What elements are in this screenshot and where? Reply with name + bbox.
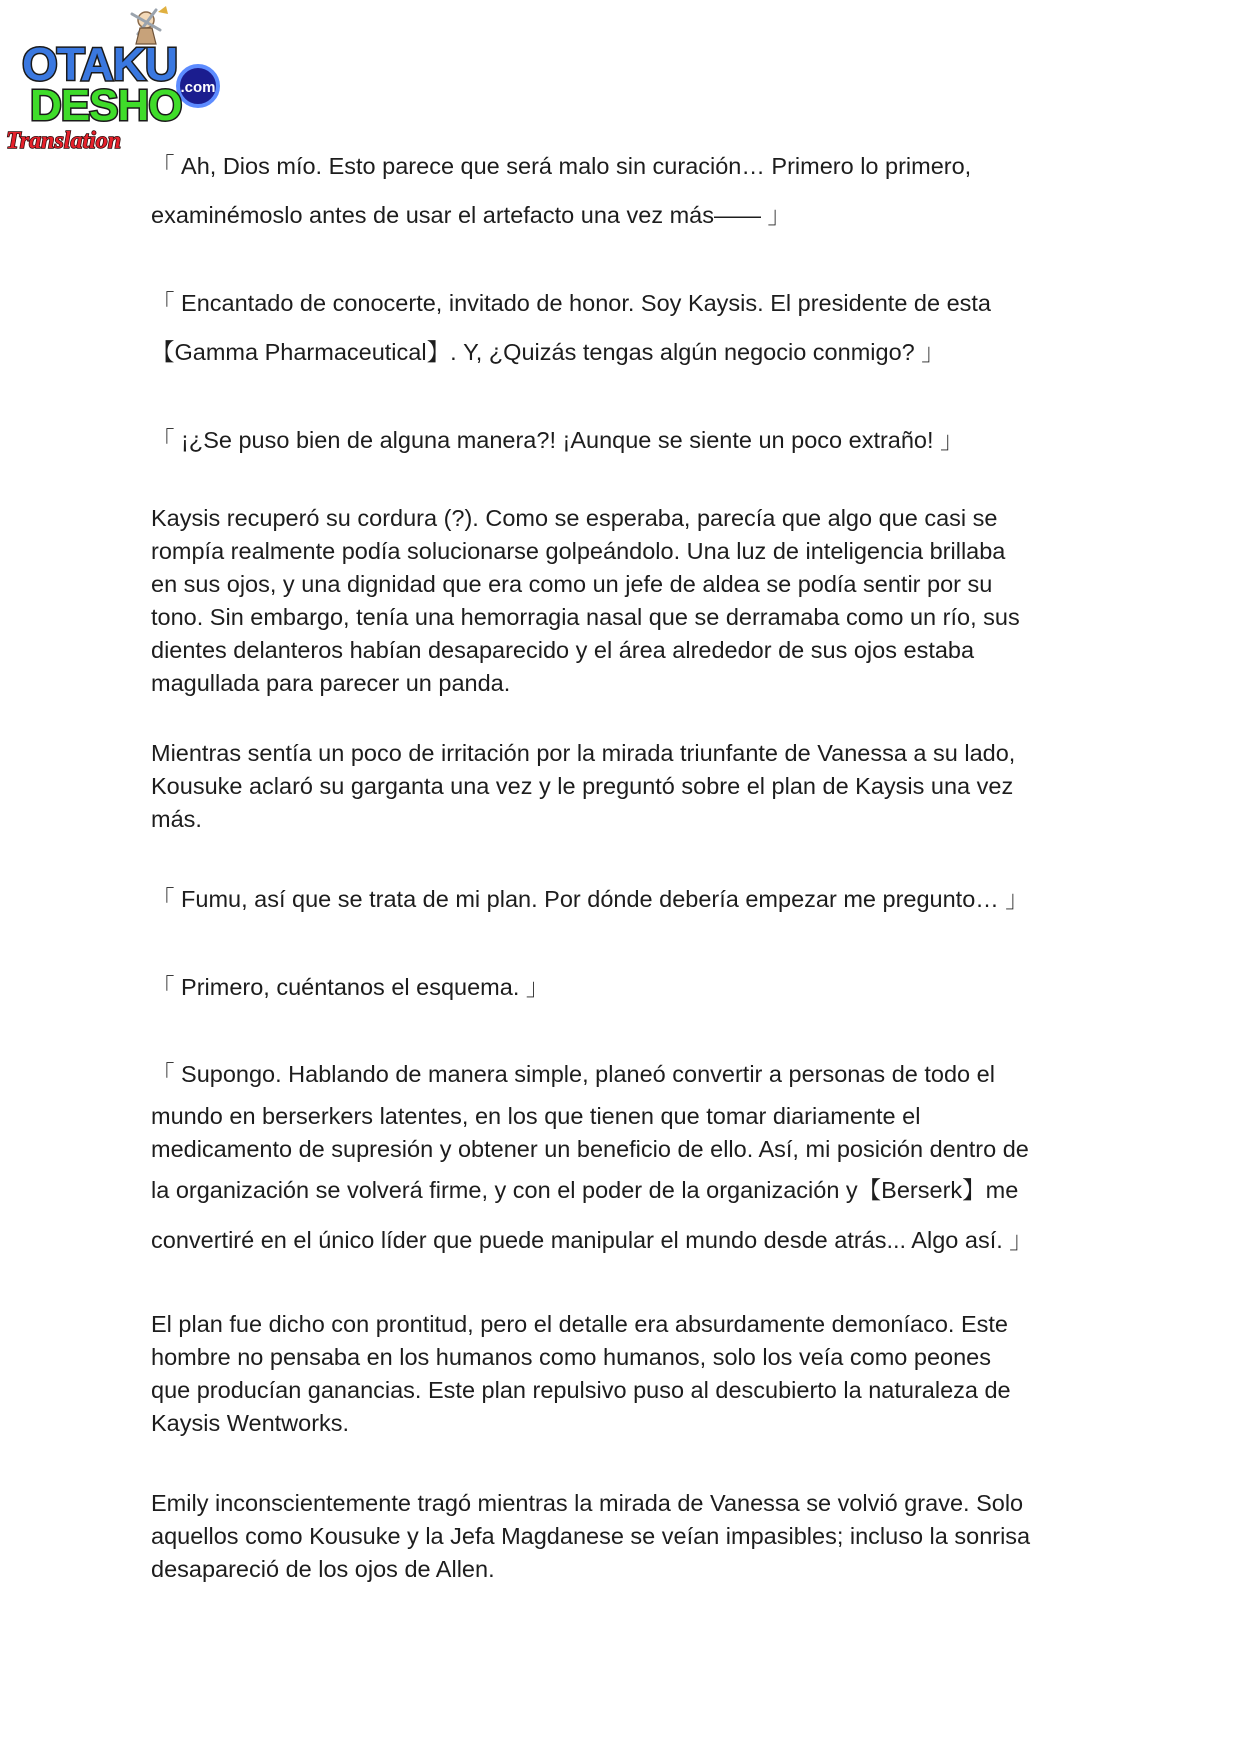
text-line: hombre no pensaba en los humanos como humanos, solo los veía como peones: [151, 1344, 991, 1370]
text-line: examinémoslo antes de usar el artefacto una vez más—— 」: [151, 202, 792, 228]
site-logo: [0, 0, 230, 160]
text-line: rompía realmente podía solucionarse golpeándolo. Una luz de inteligencia brillaba: [151, 538, 1006, 564]
text-line: Kaysis recuperó su cordura (?). Como se esperaba, parecía que algo que casi se: [151, 505, 998, 531]
paragraph: [151, 971, 1101, 1004]
text-line: en sus ojos, y una dignidad que era como un jefe de aldea se podía sentir por su: [151, 571, 993, 597]
text-line: Mientras sentía un poco de irritación por la mirada triunfante de Vanessa a su lado,: [151, 740, 1016, 766]
text-line: 「 ¡¿Se puso bien de alguna manera?! ¡Aunque se siente un poco extraño! 」: [151, 427, 964, 453]
text-line: convertiré en el único líder que puede manipular el mundo desde atrás... Algo así. 」: [151, 1227, 1033, 1253]
logo-graphic: [0, 0, 230, 160]
text-line: aquellos como Kousuke y la Jefa Magdanese se veían impasibles; incluso la sonrisa: [151, 1523, 1031, 1549]
logo-line1: OTAKU: [22, 38, 178, 90]
text-line: Kousuke aclaró su garganta una vez y le preguntó sobre el plan de Kaysis una vez: [151, 773, 1014, 799]
paragraph: [151, 150, 1101, 248]
svg-text:.com: .com: [180, 79, 216, 96]
text-line: 「 Fumu, así que se trata de mi plan. Por dónde debería empezar me pregunto… 」: [151, 886, 1029, 912]
logo-tagline: Translation: [6, 128, 122, 154]
paragraph: [151, 424, 1101, 457]
paragraph: [151, 1308, 1101, 1440]
paragraph: [151, 883, 1101, 916]
text-line: 「 Supongo. Hablando de manera simple, planeó convertir a personas de todo el: [151, 1061, 995, 1087]
paragraph: [151, 1058, 1101, 1257]
text-line: 【Gamma Pharmaceutical】. Y, ¿Quizás tengas algún negocio conmigo? 」: [151, 339, 945, 365]
paragraph: [151, 502, 1101, 700]
text-line: 「 Encantado de conocerte, invitado de honor. Soy Kaysis. El presidente de esta: [151, 290, 991, 316]
logo-line2: DESHO: [30, 81, 182, 130]
paragraph: [151, 737, 1101, 836]
text-line: la organización se volverá firme, y con el poder de la organización y【Berserk】me: [151, 1177, 1019, 1203]
text-line: dientes delanteros habían desaparecido y el área alrededor de sus ojos estaba: [151, 637, 975, 663]
text-line: que producían ganancias. Este plan repulsivo puso al descubierto la naturaleza de: [151, 1377, 1011, 1403]
paragraph: [151, 1487, 1101, 1586]
text-line: Kaysis Wentworks.: [151, 1410, 350, 1436]
text-line: Emily inconscientemente tragó mientras la mirada de Vanessa se volvió grave. Solo: [151, 1490, 1024, 1516]
text-line: 「 Primero, cuéntanos el esquema. 」: [151, 974, 550, 1000]
text-line: magullada para parecer un panda.: [151, 670, 511, 696]
text-line: mundo en berserkers latentes, en los que tienen que tomar diariamente el: [151, 1103, 921, 1129]
text-line: 「 Ah, Dios mío. Esto parece que será malo sin curación… Primero lo primero,: [151, 153, 972, 179]
com-badge: [178, 66, 218, 106]
text-line: medicamento de supresión y obtener un beneficio de ello. Así, mi posición dentro de: [151, 1136, 1029, 1162]
paragraph: [151, 287, 1101, 385]
text-line: desapareció de los ojos de Allen.: [151, 1556, 495, 1582]
text-line: tono. Sin embargo, tenía una hemorragia nasal que se derramaba como un río, sus: [151, 604, 1020, 630]
text-line: más.: [151, 806, 202, 832]
text-line: El plan fue dicho con prontitud, pero el detalle era absurdamente demoníaco. Este: [151, 1311, 1008, 1337]
